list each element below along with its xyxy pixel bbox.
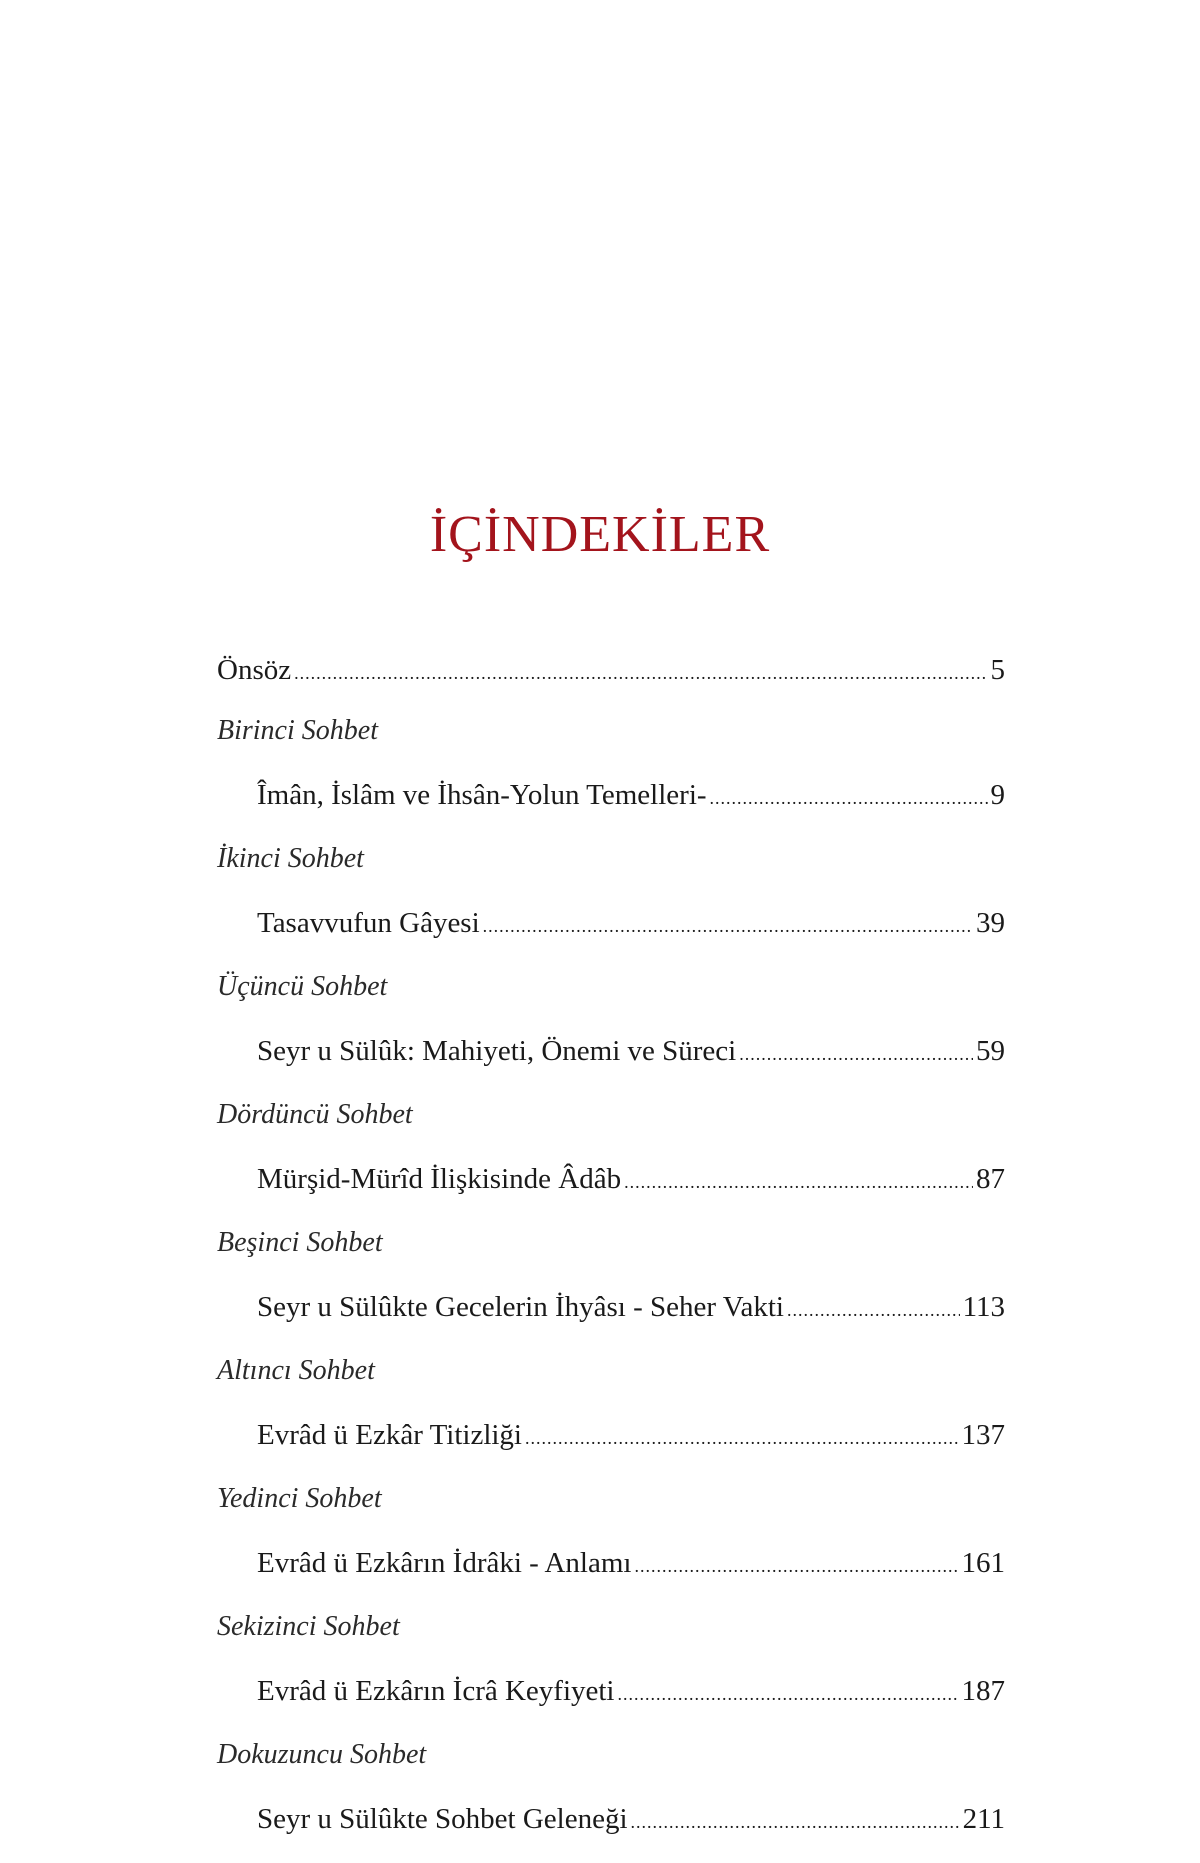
- toc-page-number: 187: [961, 1675, 1005, 1707]
- toc-entry: [217, 1031, 1005, 1071]
- dot-leader: [787, 1290, 960, 1330]
- toc-entry-label: Evrâd ü Ezkâr Titizliği: [257, 1419, 522, 1451]
- toc-entry: [217, 775, 1005, 815]
- toc-page-number: 87: [976, 1163, 1005, 1195]
- chapter-heading: Dördüncü Sohbet: [217, 1099, 413, 1130]
- dot-leader: [525, 1418, 959, 1458]
- toc-entry-label: Mürşid-Mürîd İlişkisinde Âdâb: [257, 1163, 622, 1195]
- toc-entry-label: Îmân, İslâm ve İhsân-Yolun Temelleri-: [257, 779, 707, 811]
- toc-chapter-3: [217, 967, 1005, 1071]
- toc-chapter-7: [217, 1479, 1005, 1583]
- chapter-heading: Sekizinci Sohbet: [217, 1611, 400, 1642]
- toc-entry-label: Önsöz: [217, 654, 292, 686]
- dot-leader: [634, 1546, 958, 1586]
- toc-chapter-6: [217, 1351, 1005, 1455]
- toc-page-number: 137: [961, 1419, 1005, 1451]
- dot-leader: [631, 1802, 960, 1842]
- toc-page-number: 211: [962, 1803, 1005, 1835]
- chapter-heading: Altıncı Sohbet: [217, 1355, 375, 1386]
- toc-page-number: 59: [976, 1035, 1005, 1067]
- dot-leader: [739, 1034, 973, 1074]
- dot-leader: [624, 1162, 973, 1202]
- toc-entry-label: Seyr u Sülûkte Sohbet Geleneği: [257, 1803, 628, 1835]
- toc-page-number: 113: [962, 1291, 1005, 1323]
- toc-chapter-4: [217, 1095, 1005, 1199]
- toc-entry: [217, 1799, 1005, 1839]
- toc-entry-label: Tasavvufun Gâyesi: [257, 907, 480, 939]
- toc-entry-label: Evrâd ü Ezkârın İcrâ Keyfiyeti: [257, 1675, 615, 1707]
- toc-entry: [217, 1415, 1005, 1455]
- toc-entry-label: Seyr u Sülûk: Mahiyeti, Önemi ve Süreci: [257, 1035, 737, 1067]
- chapter-heading: Üçüncü Sohbet: [217, 971, 388, 1002]
- dot-leader: [710, 778, 988, 818]
- chapter-heading: Dokuzuncu Sohbet: [217, 1739, 427, 1770]
- dot-leader: [294, 653, 987, 693]
- toc-page-number: 9: [990, 779, 1005, 811]
- dot-leader: [483, 906, 973, 946]
- toc-page-number: 161: [961, 1547, 1005, 1579]
- toc-entry: [217, 903, 1005, 943]
- table-of-contents: [217, 650, 1005, 1863]
- toc-entry-label: Seyr u Sülûkte Gecelerin İhyâsı - Seher Vakti: [257, 1291, 784, 1323]
- toc-entry: [217, 1159, 1005, 1199]
- toc-entry: [217, 1287, 1005, 1327]
- dot-leader: [618, 1674, 959, 1714]
- toc-chapter-8: [217, 1607, 1005, 1711]
- toc-chapter-5: [217, 1223, 1005, 1327]
- toc-page-number: 39: [976, 907, 1005, 939]
- toc-chapter-1: [217, 711, 1005, 815]
- toc-entry-preface: [217, 650, 1005, 690]
- toc-chapter-9: [217, 1735, 1005, 1839]
- chapter-heading: Yedinci Sohbet: [217, 1483, 382, 1514]
- chapter-heading: Birinci Sohbet: [217, 715, 378, 746]
- page-title: İÇİNDEKİLER: [429, 506, 771, 563]
- toc-entry: [217, 1543, 1005, 1583]
- toc-entry-label: Evrâd ü Ezkârın İdrâki - Anlamı: [257, 1547, 632, 1579]
- toc-page-number: 5: [990, 654, 1005, 686]
- chapter-heading: Beşinci Sohbet: [217, 1227, 383, 1258]
- toc-entry: [217, 1671, 1005, 1711]
- chapter-heading: İkinci Sohbet: [217, 843, 364, 874]
- toc-chapter-2: [217, 839, 1005, 943]
